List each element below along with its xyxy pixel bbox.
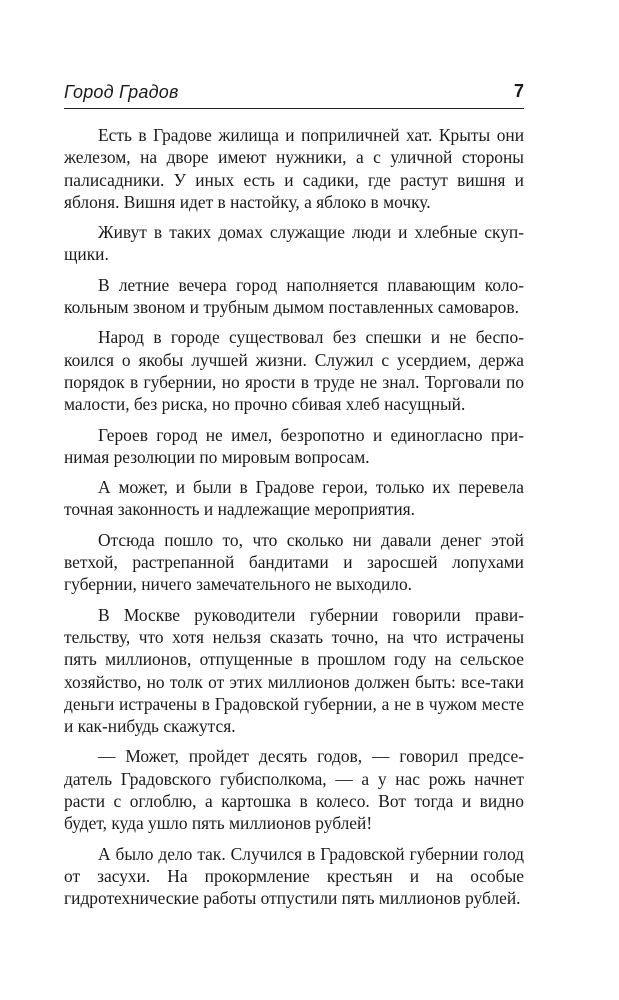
paragraph: Есть в Градове жилища и поприличней хат. Крыты они железом, на дворе имеют нужники, а с уличной стороны палисадники. У иных есть и садики, где растут вишня и яблоня. Вишня идет в настойку, а яблоко в мочку. <box>64 125 524 212</box>
running-title: Город Градов <box>64 82 179 102</box>
body-text <box>64 124 524 910</box>
paragraph: Живут в таких домах служащие люди и хлебные скупщики. <box>64 222 524 265</box>
paragraph: Отсюда пошло то, что сколько ни давали денег этой ветхой, растрепанной бандитами и заросшей лопухами губернии, ничего замечательного не выходило. <box>64 529 524 595</box>
paragraph: В Москве руководители губернии говорили правительству, что хотя нельзя сказать точно, на что истрачены пять миллионов, отпущенные в прошлом году на сельское хозяйство, но толк от этих миллионов должен быть: все-таки деньги истрачены в Градовской губернии, а не в чужом месте и как-нибудь скажутся. <box>64 604 524 737</box>
paragraph: А может, и были в Градове герои, только их перевела точная законность и надлежащие мероприятия. <box>64 477 524 520</box>
paragraph: — Может, пройдет десять годов, — говорил председатель Градовского губисполкома, — а у нас рожь начнет расти с оглоблю, а картошка в колесо. Вот тогда и видно будет, куда ушло пять миллионов рублей! <box>64 746 524 834</box>
page-number: 7 <box>513 81 524 101</box>
paragraph: Героев город не имел, безропотно и единогласно принимая резолюции по мировым вопросам. <box>64 424 524 467</box>
running-header <box>64 80 524 109</box>
paragraph: Народ в городе существовал без спешки и не беспокоился о якобы лучшей жизни. Служил с усердием, держа порядок в губернии, но ярости в труде не знал. Торговали по малости, без риска, но прочно сбивая хлеб насущный. <box>64 327 524 415</box>
paragraph: В летние вечера город наполняется плавающим колокольным звоном и трубным дымом поставленных самоваров. <box>64 274 524 318</box>
paragraph: А было дело так. Случился в Градовской губернии голод от засухи. На прокормление крестьян и на особые гидротехнические работы отпустили пять миллионов рублей. <box>64 843 524 909</box>
